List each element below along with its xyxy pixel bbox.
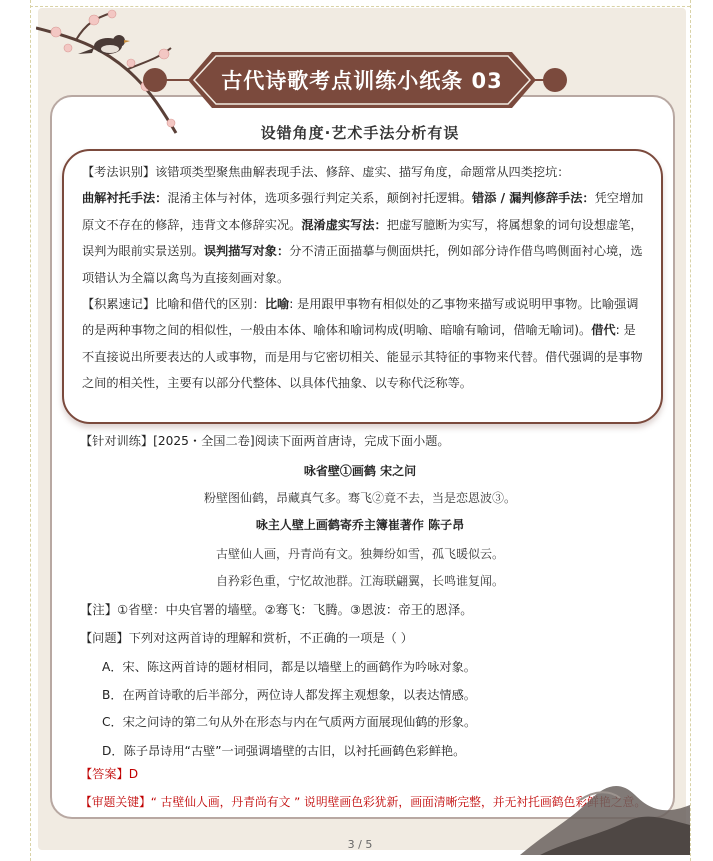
answer-line: 【答案】D: [80, 767, 139, 781]
page-margin-right: [690, 0, 691, 861]
memory-intro: 比喻和借代的区别：: [155, 297, 265, 312]
question-stem: 【问题】下列对这两首诗的理解和赏析，不正确的一项是（ ）: [80, 631, 413, 645]
trap-2-heading: 错添 / 漏判修辞手法：: [472, 191, 595, 206]
page-title: 古代诗歌考点训练小纸条 03: [221, 69, 503, 93]
page-margin-top: [30, 6, 690, 7]
page-number: 3 / 5: [347, 838, 373, 851]
trap-types-paragraph: [82, 185, 647, 291]
page-margin-left: [30, 0, 31, 861]
trap-3-text: 把虚写臆断为实写，将属想象的词句设想虚笔，误判为眼前实景送别。: [82, 217, 643, 259]
option-c[interactable]: C．宋之问诗的第二句从外在形态与内在气质两方面展现仙鹤的形象。: [102, 715, 477, 729]
option-d[interactable]: D．陈子昂诗用“古壁”一词强调墙壁的古旧，以衬托画鹤色彩鲜艳。: [102, 744, 466, 758]
summary-text: [82, 159, 647, 397]
annotation-notes: 【注】①省壁：中央官署的墙壁。②骞飞：飞腾。③恩波：帝王的恩泽。: [80, 602, 473, 617]
metonymy-text: : 是不直接说出所要表达的人或事物，而是用与它密切相关、能显示其特征的事物来代替。借代强调的是事物之间的相关性，主要有以部分代整体、以具体代抽象、以专称代泛称等。: [82, 323, 643, 391]
analysis-line: 【审题关键】“ 古壁仙人画，丹青尚有文 ” 说明壁画色彩犹新，画面清晰完整，并无衬托画鹤色彩鲜艳之意。: [80, 795, 647, 809]
option-b[interactable]: B．在两首诗歌的后半部分，两位诗人都发挥主观想象，以表达情感。: [102, 688, 476, 702]
poem-2-line-2: 自矜彩色重，宁忆故池群。江海联翩翼，长鸣谁复闻。: [215, 574, 504, 588]
exam-method-lead: 【考法识别】: [82, 165, 156, 179]
ink-mountain-decoration: [520, 760, 690, 855]
trap-1-text: 混淆主体与衬体，选项多强行判定关系，颠倒衬托逻辑。: [167, 191, 472, 206]
metaphor-heading: 比喻: [264, 297, 290, 312]
trap-2-text: 凭空增加原文不存在的修辞，违背文本修辞实况。: [82, 191, 644, 232]
trap-4-heading: 误判描写对象：: [203, 244, 290, 259]
page-subtitle: 设错角度·艺术手法分析有误: [260, 124, 460, 142]
exercise-intro: 【针对训练】[2025・全国二卷]阅读下面两首唐诗，完成下面小题。: [80, 434, 450, 448]
trap-1-heading: 曲解衬托手法：: [82, 191, 168, 206]
poem-1-title: 咏省壁①画鹤 宋之问: [303, 464, 417, 478]
title-knob-left: [143, 68, 167, 92]
poem-2-title: 咏主人壁上画鹤寄乔主簿崔著作 陈子昂: [255, 518, 465, 532]
memory-lead: 【积累速记】: [82, 297, 156, 312]
memory-paragraph: [82, 291, 647, 397]
option-a[interactable]: A．宋、陈这两首诗的题材相同，都是以墙壁上的画鹤作为吟咏对象。: [102, 660, 476, 674]
exam-method-paragraph: [82, 159, 647, 185]
trap-3-heading: 混淆虚实写法：: [301, 217, 387, 232]
metaphor-text: : 是用跟甲事物有相似处的乙事物来描写或说明甲事物。比喻强调的是两种事物之间的相似性，一般由本体、喻体和喻词构成(明喻、暗喻有喻词，借喻无喻词)。: [82, 297, 639, 338]
exam-method-text: 该错项类型聚焦曲解表现手法、修辞、虚实、描写角度，命题常从四类挖坑：: [155, 165, 570, 179]
poem-2-line-1: 古壁仙人画，丹青尚有文。独舞纷如雪，孤飞暖似云。: [215, 547, 504, 561]
trap-4-text: 分不清正面描摹与侧面烘托，例如部分诗作借鸟鸣侧面衬心境，选项错认为全篇以禽鸟为直接刻画对象。: [82, 244, 643, 285]
poem-1-line-1: 粉壁图仙鹤，昂藏真气多。骞飞②竟不去，当是恋恩波③。: [203, 491, 516, 505]
metonymy-heading: 借代: [591, 323, 616, 338]
